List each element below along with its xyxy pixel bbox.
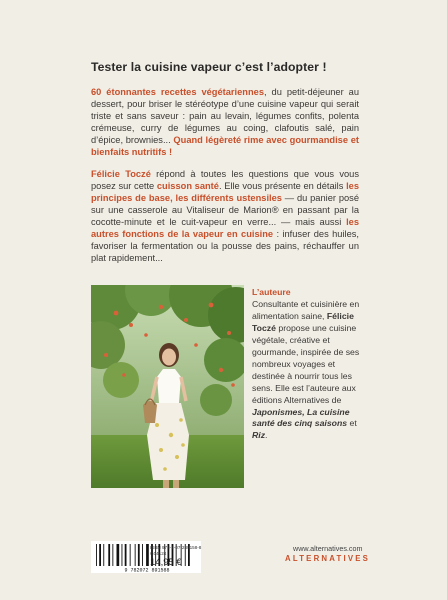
description-text-1: répond à toutes les questions que vous vous posez sur cette <box>91 169 359 192</box>
author-photo <box>91 285 244 488</box>
price: 14,95 € <box>150 557 182 568</box>
author-heading: L’auteure <box>252 287 291 297</box>
description-text-4: : infuser des huiles, favoriser la fermentation ou la pousse des pains, réchauffer un plat rapidement... <box>91 229 359 264</box>
publisher-logo: ALTERNATIVES <box>285 554 371 563</box>
intro-paragraph <box>91 86 359 158</box>
intro-text: , du petit-déjeuner au dessert, pour briser le stéréotype d’une cuisine vapeur qui serait triste et sans saveur : pain au levain, légumes confits, polenta crémeuse, curry de légumes au coing, clafoutis salé, pain d’épice, brownies... <box>91 87 359 146</box>
isbn-number: ISBN 978-2-07-289158-8 <box>150 545 202 550</box>
highlight-author-name: Félicie Toczé <box>91 169 151 179</box>
description-text-2: . Elle vous présente en détails <box>218 181 347 192</box>
author-name: Félicie Toczé <box>252 310 354 333</box>
highlight-recipes: 60 étonnantes recettes végétariennes <box>91 87 264 97</box>
author-text-1: Consultante et cuisinière en alimentation saine, <box>252 298 360 321</box>
author-book-riz: Riz <box>252 430 266 441</box>
highlight-tagline: Quand légèreté rime avec gourmandise et bienfaits nutritifs ! <box>91 135 359 158</box>
description-text-3: — du panier posé sur une casserole au Vitaliseur de Marion® en passant par la cocotte-minute et le cuit-vapeur en verre... — mais aussi <box>91 193 359 228</box>
highlight-principes: les principes de base, les différents ustensiles <box>91 181 359 204</box>
isbn-block <box>150 545 201 557</box>
author-text-2: propose une cuisine végétale, créative et gourmande, inspirée de ses nombreux voyages et destinée à nourrir tous les sens. Elle est l’auteure aux éditions Alternatives de <box>252 322 360 405</box>
highlight-cuisson: cuisson santé <box>156 181 219 192</box>
author-text <box>252 299 362 442</box>
author-books: Japonismes, La cuisine santé des cinq saisons <box>252 406 350 429</box>
highlight-fonctions: les autres fonctions de la vapeur en cuisine <box>91 217 359 240</box>
headline: Tester la cuisine vapeur c’est l’adopter ! <box>91 60 327 74</box>
product-code: G04124 <box>150 551 167 557</box>
author-text-3: et <box>347 418 357 429</box>
description-paragraph <box>91 168 359 264</box>
barcode-digits: 9 782072 891588 <box>124 567 170 573</box>
author-bio <box>252 287 362 442</box>
website-link[interactable]: www.alternatives.com <box>293 544 363 553</box>
author-text-4: . <box>265 430 268 441</box>
